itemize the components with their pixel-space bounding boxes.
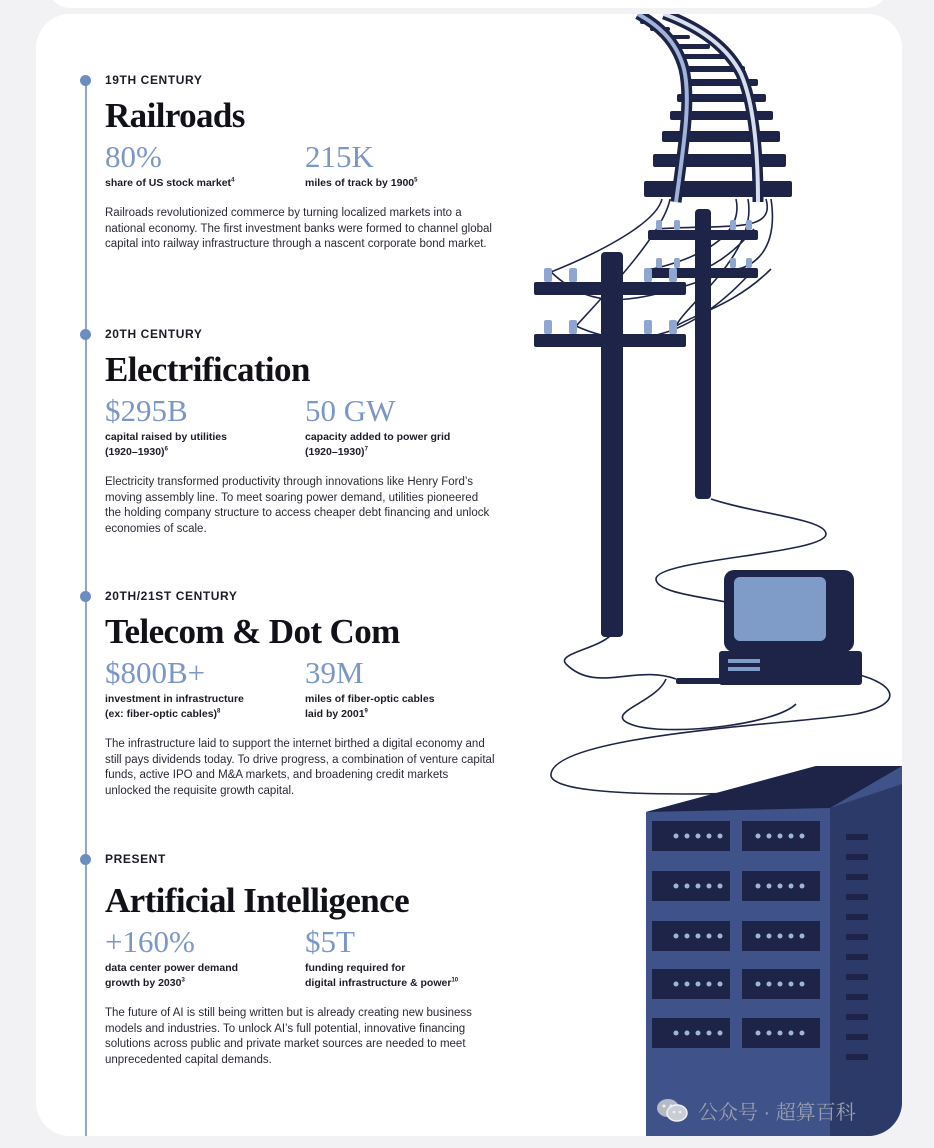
stat-left: [105, 392, 295, 460]
stat-value: 50 GW: [305, 393, 396, 428]
stat-left: [105, 654, 295, 722]
era-label: 20TH/21ST CENTURY: [105, 589, 238, 603]
stat-right: [305, 138, 495, 191]
stat-label: share of US stock market$^4$: [105, 177, 235, 189]
stat-value: $295B: [105, 393, 188, 428]
section-title: Artificial Intelligence: [105, 881, 410, 920]
stat-label: capital raised by utilities (1920–1930)$^6$: [105, 431, 227, 458]
section-railroads: [105, 72, 505, 253]
section-title: Railroads: [105, 96, 245, 135]
server-rack-icon: [646, 766, 902, 1136]
watermark: [656, 1094, 856, 1126]
era-label: 20TH CENTURY: [105, 327, 203, 341]
stat-left: [105, 923, 295, 991]
section-description: Railroads revolutionized commerce by turning localized markets into a national economy. The first investment banks were formed to channel global capital into railway infrastructure through a nascent corporate bond market.: [105, 207, 492, 250]
stat-right: [305, 923, 495, 991]
utility-pole-icon: [534, 209, 758, 637]
stat-value: $800B+: [105, 655, 206, 690]
wechat-icon: [656, 1097, 688, 1123]
stats-row: [105, 138, 505, 198]
previous-card-edge: [48, 0, 888, 8]
stat-value: 80%: [105, 139, 162, 174]
stat-right: [305, 392, 495, 460]
section-description: The infrastructure laid to support the internet birthed a digital economy and still pays dividends today. To drive progress, a combination of venture capital funds, active IPO and M&A markets, and broadening credit markets unlocked the requisite growth capital.: [105, 738, 495, 797]
section-description: Electricity transformed productivity through innovations like Henry Ford’s moving assembly line. To meet soaring power demand, utilities pioneered the holding company structure to access cheaper debt financing and unlock economies of scale.: [105, 476, 490, 535]
stat-right: [305, 654, 495, 722]
watermark-text: 公众号 · 超算百科: [698, 1101, 856, 1124]
stats-row: [105, 923, 505, 998]
stat-left: [105, 138, 295, 191]
section-description: The future of AI is still being written but is already creating new business models and industries. To unlock AI’s full potential, innovative financing solutions across public and private market sources are needed to meet unprecedented capital demands.: [105, 1007, 472, 1066]
era-label: PRESENT: [105, 852, 166, 866]
stat-value: 39M: [305, 655, 364, 690]
stat-value: 215K: [305, 139, 374, 174]
section-telecom: [105, 588, 505, 799]
section-ai: [105, 851, 505, 1068]
stat-label: funding required for digital infrastructure & power$^{10}$: [305, 962, 459, 989]
section-electrification: [105, 326, 505, 537]
timeline-card: [36, 14, 902, 1136]
section-title: Telecom & Dot Com: [105, 612, 400, 651]
section-title: Electrification: [105, 350, 310, 389]
stat-label: data center power demand growth by 2030$^3$: [105, 962, 239, 989]
computer-icon: [676, 570, 862, 685]
stat-value: +160%: [105, 924, 195, 959]
stats-row: [105, 654, 505, 729]
stat-label: miles of track by 1900$^5$: [305, 177, 418, 189]
stat-label: capacity added to power grid (1920–1930)$^7$: [305, 431, 451, 458]
stat-value: $5T: [305, 924, 355, 959]
stat-label: miles of fiber-optic cables laid by 2001$^9$: [305, 693, 435, 720]
stats-row: [105, 392, 505, 467]
stat-label: investment in infrastructure (ex: fiber-optic cables)$^8$: [105, 693, 244, 720]
era-label: 19TH CENTURY: [105, 73, 203, 87]
